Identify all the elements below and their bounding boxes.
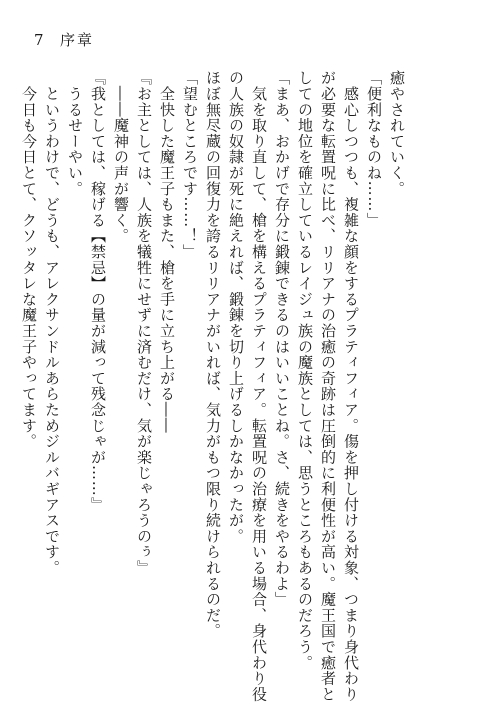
text-line: 気を取り直して、槍を構えるプラティフィア。転置呪の治療を用いる場合、身代わり役	[250, 70, 268, 702]
text-line: 全快した魔王子もまた、槍を手に立ち上がる――	[158, 70, 176, 434]
text-line: 『お主としては、人族を犠牲にせずに済むだけ、気が楽じゃろうのぅ』	[135, 70, 153, 576]
chapter-title: 序章	[60, 31, 95, 49]
text-line: 感心しつつも、複雑な顔をするプラティフィア。傷を押し付ける対象、つまり身代わり	[342, 70, 360, 702]
text-line: が必要な転置呪に比べ、リリアナの治癒の奇跡は圧倒的に利便性が高い。魔王国で癒者と	[319, 70, 337, 702]
text-line: 癒やされていく。	[388, 70, 406, 197]
text-line: 「まあ、おかげで存分に鍛錬できるのはいいことね。さ、続きをやるわよ」	[273, 70, 291, 608]
text-line: 『我としては、稼げる【禁忌】の量が減って残念じゃが……』	[89, 70, 107, 513]
text-line: 「便利なものね……」	[365, 70, 383, 228]
text-line: うるせーやい。	[66, 70, 84, 197]
text-line: 今日も今日とて、クソッタレな魔王子やってます。	[20, 70, 38, 450]
text-line: の人族の奴隷が死に絶えれば、鍛錬を切り上げるしかなかったが。	[227, 70, 245, 544]
text-line: しての地位を確立しているレイジュ族の魔族としては、思うところもあるのだろう。	[296, 70, 314, 671]
text-line: ――魔神の声が響く。	[112, 70, 130, 244]
text-line: ほぼ無尽蔵の回復力を誇るリリアナがいれば、気力がもつ限り続けられるのだ。	[204, 70, 222, 639]
page-number: 7	[34, 31, 44, 49]
text-line: というわけで、どうも、アレクサンドルあらためジルバギアスです。	[43, 70, 61, 576]
vertical-text-body	[0, 70, 408, 702]
text-line: 「望むところです……！」	[181, 70, 199, 260]
